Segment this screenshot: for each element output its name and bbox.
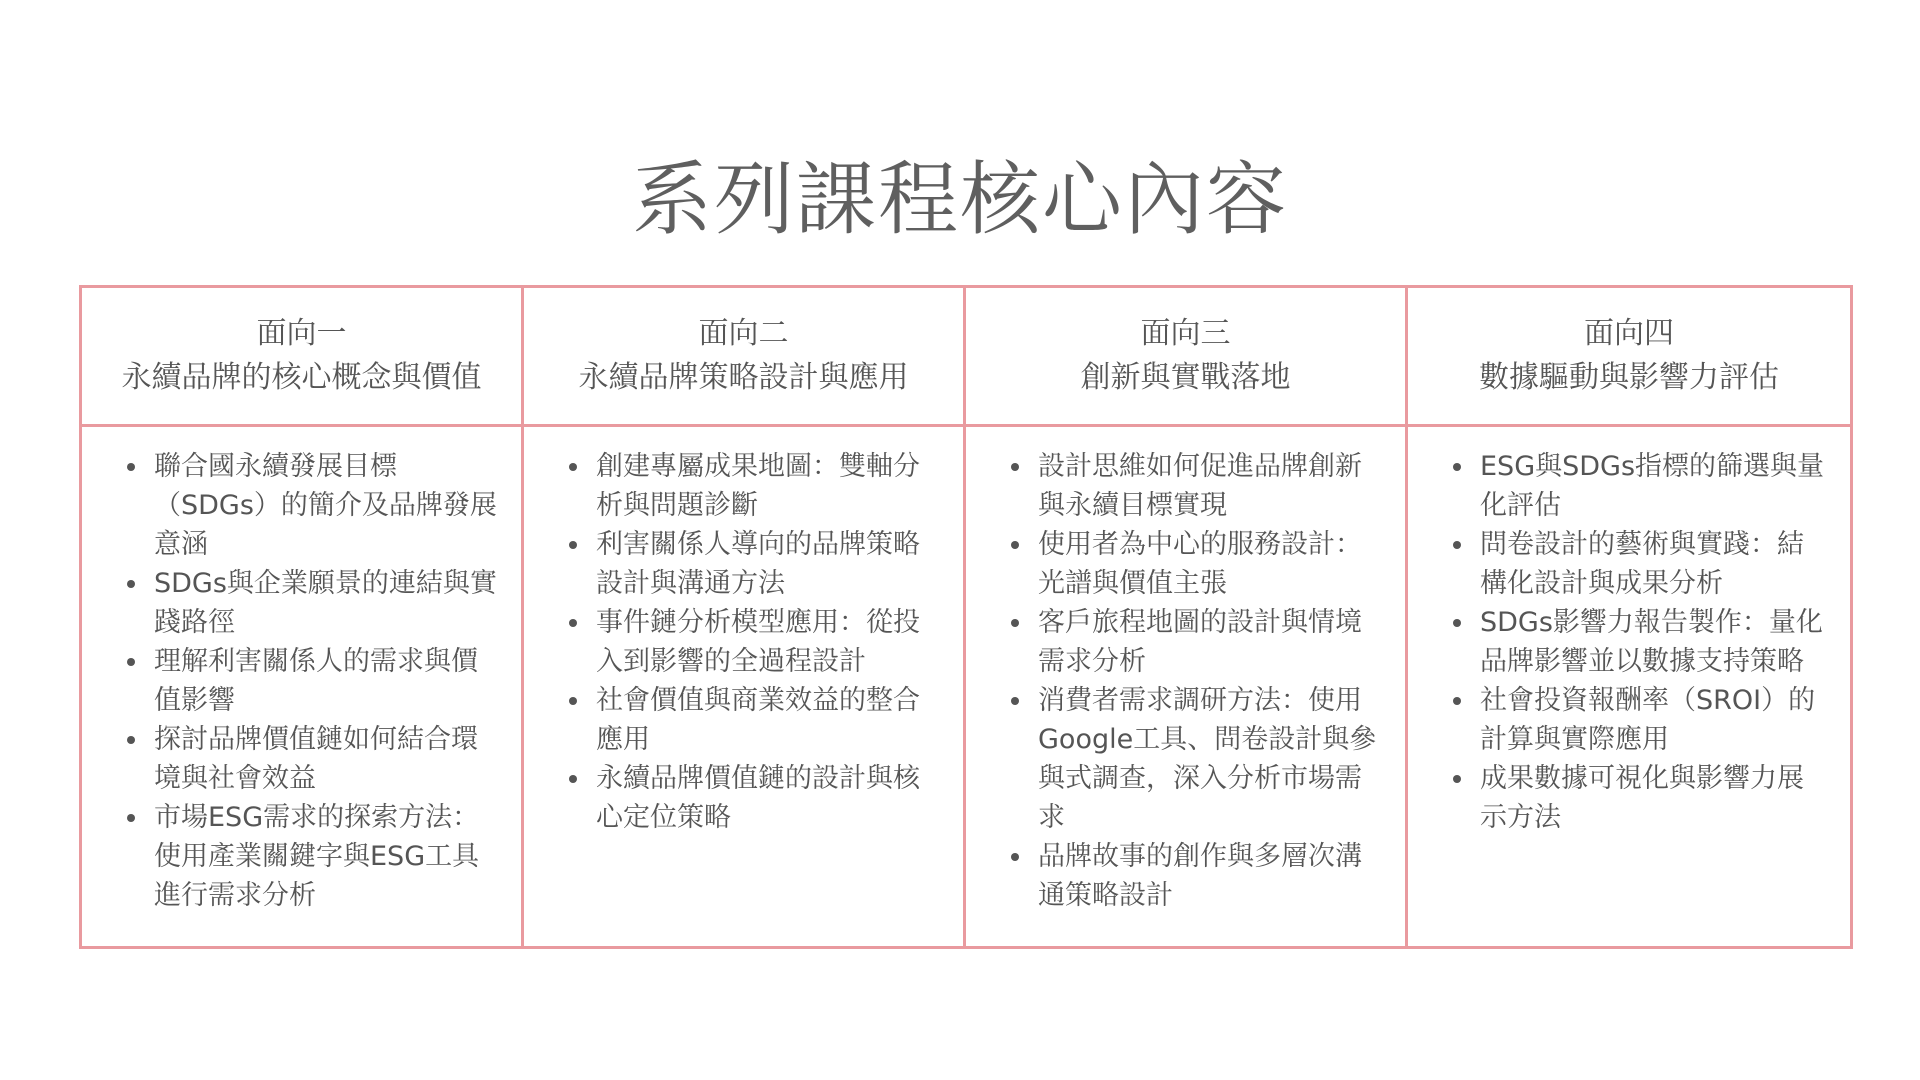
column-body-3 xyxy=(966,427,1408,946)
list-item: SDGs與企業願景的連結與實踐路徑 xyxy=(154,564,501,642)
column-heading: 面向一 xyxy=(256,316,347,351)
page-title: 系列課程核心內容 xyxy=(632,153,1288,246)
bullet-list xyxy=(976,447,1385,915)
list-item: 利害關係人導向的品牌策略設計與溝通方法 xyxy=(596,525,943,603)
list-item: 問卷設計的藝術與實踐：結構化設計與成果分析 xyxy=(1480,525,1830,603)
column-body-2 xyxy=(524,427,966,946)
column-heading: 面向三 xyxy=(1140,316,1231,351)
list-item: 創建專屬成果地圖：雙軸分析與問題診斷 xyxy=(596,447,943,525)
list-item: 客戶旅程地圖的設計與情境需求分析 xyxy=(1038,603,1385,681)
column-header-2 xyxy=(524,288,966,427)
list-item: 設計思維如何促進品牌創新與永續目標實現 xyxy=(1038,447,1385,525)
list-item: 使用者為中心的服務設計：光譜與價值主張 xyxy=(1038,525,1385,603)
list-item: 品牌故事的創作與多層次溝通策略設計 xyxy=(1038,837,1385,915)
column-header-3 xyxy=(966,288,1408,427)
column-heading: 面向四 xyxy=(1584,316,1674,351)
column-subheading: 創新與實戰落地 xyxy=(1080,360,1291,395)
column-subheading: 數據驅動與影響力評估 xyxy=(1479,360,1779,395)
list-item: 理解利害關係人的需求與價值影響 xyxy=(154,642,501,720)
list-item: 成果數據可視化與影響力展示方法 xyxy=(1480,759,1830,837)
list-item: 探討品牌價值鏈如何結合環境與社會效益 xyxy=(154,720,501,798)
bullet-list xyxy=(92,447,501,915)
list-item: 市場ESG需求的探索方法：使用產業關鍵字與ESG工具進行需求分析 xyxy=(154,798,501,915)
list-item: ESG與SDGs指標的篩選與量化評估 xyxy=(1480,447,1830,525)
list-item: 永續品牌價值鏈的設計與核心定位策略 xyxy=(596,759,943,837)
list-item: 聯合國永續發展目標（SDGs）的簡介及品牌發展意涵 xyxy=(154,447,501,564)
list-item: 社會投資報酬率（SROI）的計算與實際應用 xyxy=(1480,681,1830,759)
list-item: 事件鏈分析模型應用：從投入到影響的全過程設計 xyxy=(596,603,943,681)
bullet-list xyxy=(534,447,943,837)
course-content-table xyxy=(79,285,1853,949)
column-subheading: 永續品牌策略設計與應用 xyxy=(578,360,909,395)
column-heading: 面向二 xyxy=(698,316,789,351)
list-item: 社會價值與商業效益的整合應用 xyxy=(596,681,943,759)
column-header-1 xyxy=(82,288,524,427)
list-item: SDGs影響力報告製作：量化品牌影響並以數據支持策略 xyxy=(1480,603,1830,681)
column-subheading: 永續品牌的核心概念與價值 xyxy=(121,360,482,395)
column-body-1 xyxy=(82,427,524,946)
column-header-4 xyxy=(1408,288,1850,427)
column-body-4 xyxy=(1408,427,1850,946)
bullet-list xyxy=(1418,447,1830,837)
list-item: 消費者需求調研方法：使用Google工具、問卷設計與參與式調查，深入分析市場需求 xyxy=(1038,681,1385,837)
